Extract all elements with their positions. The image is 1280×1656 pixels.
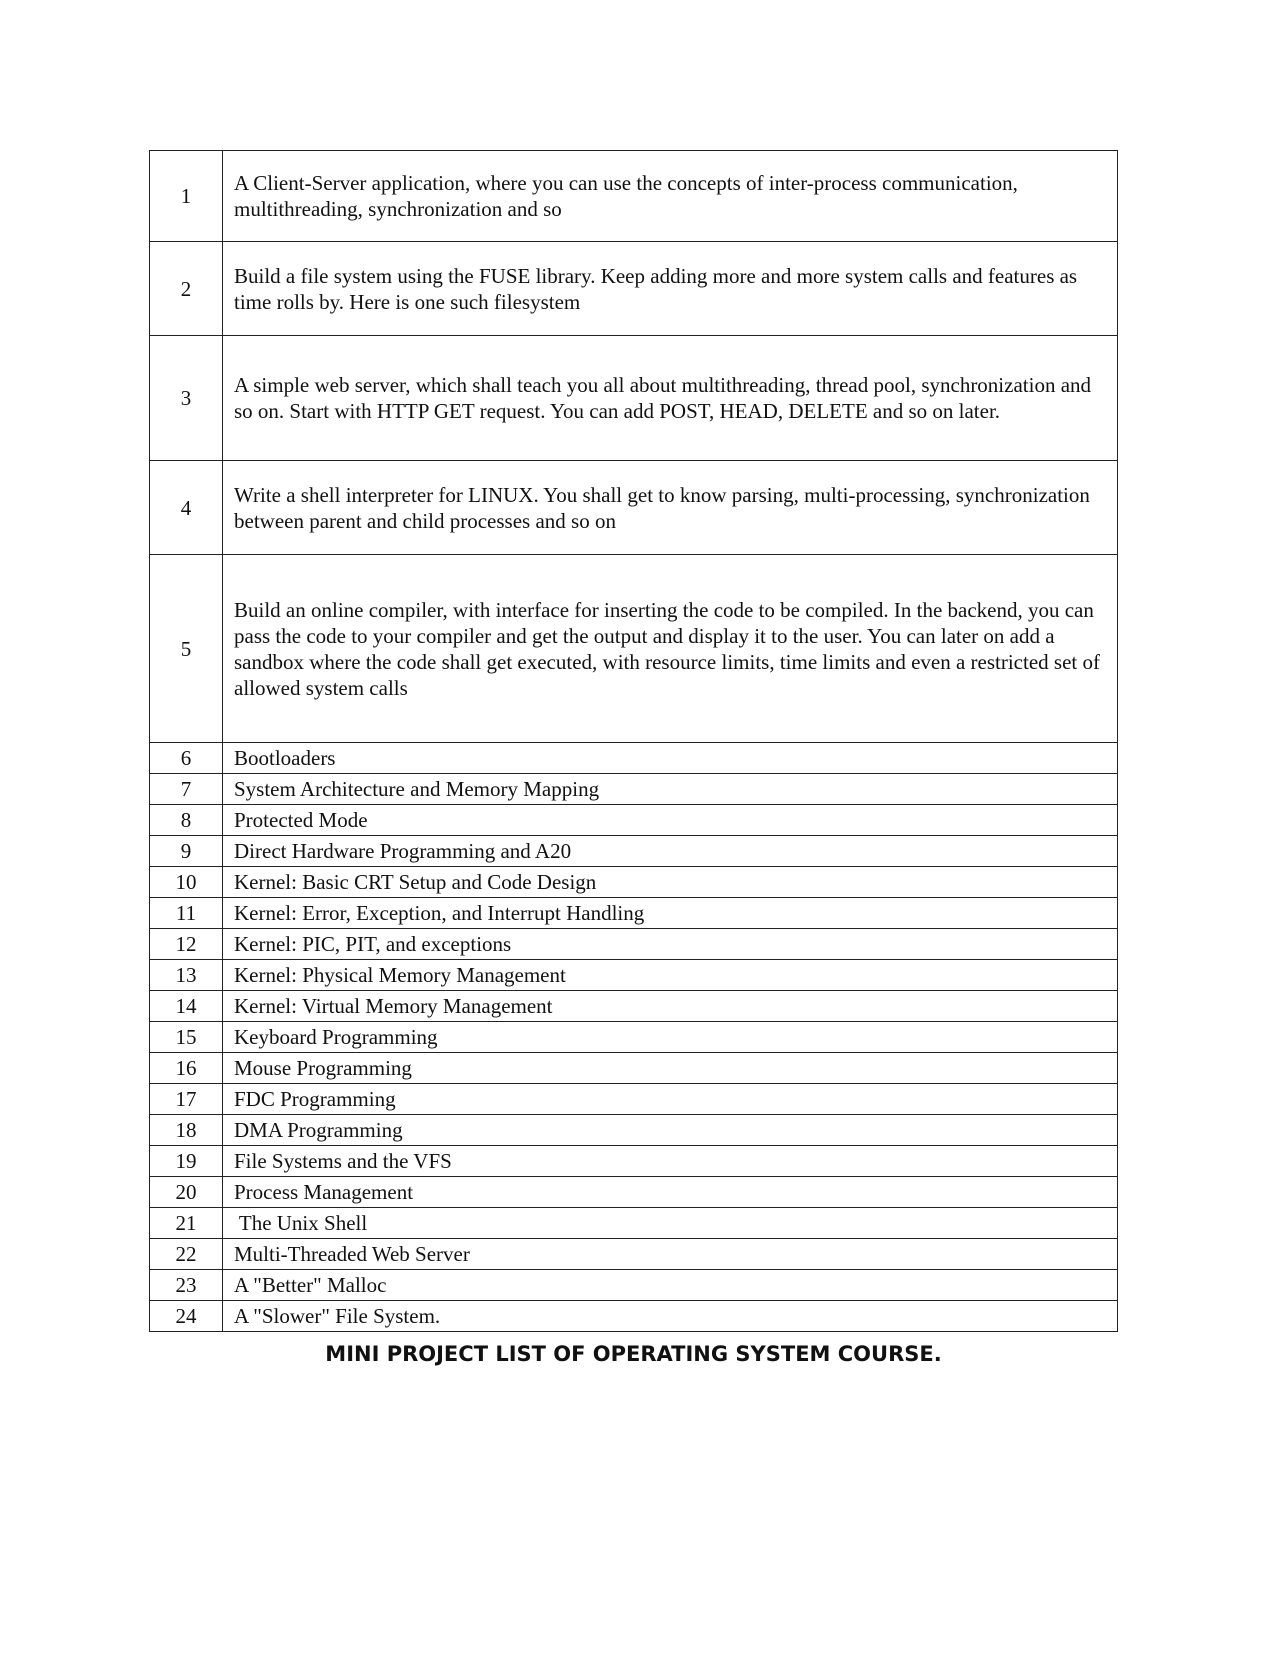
table-row <box>150 836 1118 867</box>
table-row <box>150 461 1118 555</box>
row-number: 2 <box>150 242 223 336</box>
row-description: Kernel: Virtual Memory Management <box>223 991 1118 1022</box>
row-number: 21 <box>150 1208 223 1239</box>
table-row <box>150 1270 1118 1301</box>
table-row <box>150 774 1118 805</box>
row-description: Write a shell interpreter for LINUX. You shall get to know parsing, multi-processing, synchronization between parent and child processes and so on <box>223 461 1118 555</box>
row-description: System Architecture and Memory Mapping <box>223 774 1118 805</box>
table-row <box>150 1301 1118 1332</box>
table-row <box>150 991 1118 1022</box>
row-number: 18 <box>150 1115 223 1146</box>
row-number: 15 <box>150 1022 223 1053</box>
table-row <box>150 1053 1118 1084</box>
table-row <box>150 929 1118 960</box>
row-number: 9 <box>150 836 223 867</box>
row-description: Direct Hardware Programming and A20 <box>223 836 1118 867</box>
table-row <box>150 555 1118 743</box>
row-description: Keyboard Programming <box>223 1022 1118 1053</box>
row-description: Kernel: Error, Exception, and Interrupt Handling <box>223 898 1118 929</box>
row-description: A Client-Server application, where you can use the concepts of inter-process communication, multithreading, synchronization and so <box>223 151 1118 242</box>
table-row <box>150 1022 1118 1053</box>
row-description: A "Slower" File System. <box>223 1301 1118 1332</box>
row-description: Kernel: Basic CRT Setup and Code Design <box>223 867 1118 898</box>
row-number: 3 <box>150 336 223 461</box>
row-description: File Systems and the VFS <box>223 1146 1118 1177</box>
row-number: 6 <box>150 743 223 774</box>
row-number: 24 <box>150 1301 223 1332</box>
row-description: Kernel: PIC, PIT, and exceptions <box>223 929 1118 960</box>
table-row <box>150 1239 1118 1270</box>
table-row <box>150 1177 1118 1208</box>
table-row <box>150 1146 1118 1177</box>
row-number: 19 <box>150 1146 223 1177</box>
table-row <box>150 242 1118 336</box>
row-description: Multi-Threaded Web Server <box>223 1239 1118 1270</box>
row-number: 23 <box>150 1270 223 1301</box>
row-number: 22 <box>150 1239 223 1270</box>
row-description: A "Better" Malloc <box>223 1270 1118 1301</box>
row-description: Build an online compiler, with interface for inserting the code to be compiled. In the backend, you can pass the code to your compiler and get the output and display it to the user. You can later on add a sandbox where the code shall get executed, with resource limits, time limits and even a restricted set of allowed system calls <box>223 555 1118 743</box>
row-number: 12 <box>150 929 223 960</box>
table-row <box>150 151 1118 242</box>
table-row <box>150 1208 1118 1239</box>
row-number: 1 <box>150 151 223 242</box>
table-row <box>150 1115 1118 1146</box>
table-caption: MINI PROJECT LIST OF OPERATING SYSTEM COURSE. <box>325 1342 942 1366</box>
row-description: DMA Programming <box>223 1115 1118 1146</box>
row-description: Protected Mode <box>223 805 1118 836</box>
row-description: A simple web server, which shall teach you all about multithreading, thread pool, synchronization and so on. Start with HTTP GET request. You can add POST, HEAD, DELETE and so on later. <box>223 336 1118 461</box>
row-number: 14 <box>150 991 223 1022</box>
row-number: 8 <box>150 805 223 836</box>
table-row <box>150 898 1118 929</box>
row-number: 17 <box>150 1084 223 1115</box>
table-row <box>150 960 1118 991</box>
row-description: Kernel: Physical Memory Management <box>223 960 1118 991</box>
row-number: 4 <box>150 461 223 555</box>
table-row <box>150 867 1118 898</box>
row-number: 20 <box>150 1177 223 1208</box>
row-description: FDC Programming <box>223 1084 1118 1115</box>
row-number: 13 <box>150 960 223 991</box>
row-number: 10 <box>150 867 223 898</box>
table-row <box>150 336 1118 461</box>
row-number: 5 <box>150 555 223 743</box>
project-table <box>149 150 1118 1332</box>
row-number: 16 <box>150 1053 223 1084</box>
table-row <box>150 1084 1118 1115</box>
row-description: Bootloaders <box>223 743 1118 774</box>
row-description: Mouse Programming <box>223 1053 1118 1084</box>
row-description: Process Management <box>223 1177 1118 1208</box>
row-number: 11 <box>150 898 223 929</box>
table-row <box>150 805 1118 836</box>
row-description: The Unix Shell <box>223 1208 1118 1239</box>
table-row <box>150 743 1118 774</box>
row-description: Build a file system using the FUSE library. Keep adding more and more system calls and features as time rolls by. Here is one such filesystem <box>223 242 1118 336</box>
row-number: 7 <box>150 774 223 805</box>
